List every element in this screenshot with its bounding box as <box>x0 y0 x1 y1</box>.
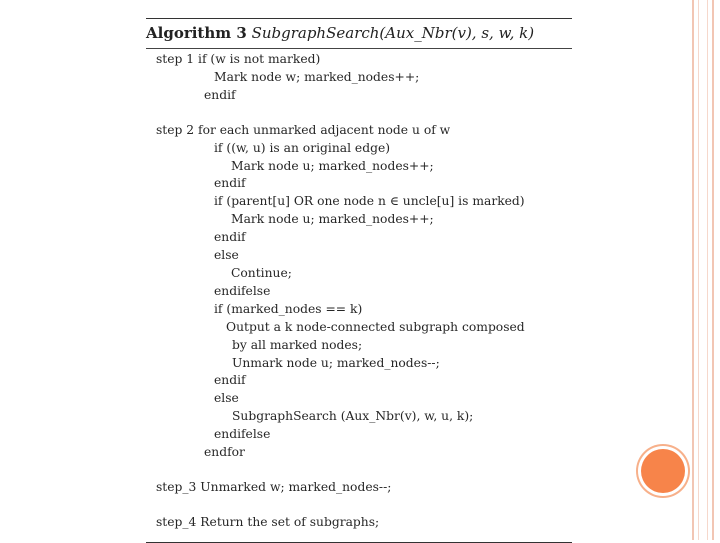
algorithm-line: if (parent[u] OR one node n ∈ uncle[u] is marked) <box>214 194 525 209</box>
algorithm-line: SubgraphSearch (Aux_Nbr(v), w, u, k); <box>232 409 474 424</box>
line-spacer <box>146 497 572 514</box>
algorithm-line: Output a k node-connected subgraph composed <box>226 319 525 334</box>
algorithm-line: Mark node u; marked_nodes++; <box>231 212 434 227</box>
algorithm-label: Algorithm 3 <box>146 24 247 42</box>
algorithm-line: Mark node w; marked_nodes++; <box>214 69 420 84</box>
algorithm-box <box>146 18 572 543</box>
algorithm-line: endif <box>214 230 246 245</box>
algorithm-line: step_4 Return the set of subgraphs; <box>156 514 380 529</box>
algorithm-line: else <box>214 248 239 263</box>
algorithm-line: if (marked_nodes == k) <box>214 301 363 316</box>
algorithm-line: if ((w, u) is an original edge) <box>214 140 391 155</box>
decorative-orange-circle <box>641 449 685 493</box>
line-spacer <box>146 105 572 122</box>
algorithm-line: Mark node u; marked_nodes++; <box>231 158 434 173</box>
algorithm-line: step_3 Unmarked w; marked_nodes--; <box>156 479 392 494</box>
algorithm-line: step 1 if (w is not marked) <box>156 52 321 66</box>
algorithm-line: endif <box>214 176 246 191</box>
algorithm-title <box>146 19 572 43</box>
algorithm-line: else <box>214 391 239 406</box>
line-spacer <box>146 462 572 479</box>
algorithm-line: endfor <box>204 445 245 460</box>
algorithm-line: endif <box>214 373 246 388</box>
algorithm-line: Continue; <box>231 265 292 280</box>
slide-border-stripe-inner <box>698 0 708 540</box>
algorithm-line: endifelse <box>214 283 271 298</box>
algorithm-line: endifelse <box>214 427 271 442</box>
algorithm-line: step 2 for each unmarked adjacent node u of w <box>156 122 451 137</box>
algorithm-line: Unmark node u; marked_nodes--; <box>232 355 440 370</box>
algorithm-signature: SubgraphSearch(Aux_Nbr(v), s, w, k) <box>251 24 535 42</box>
algorithm-line: by all marked nodes; <box>232 337 363 352</box>
algorithm-body <box>146 49 572 532</box>
algorithm-line: endif <box>204 87 236 102</box>
